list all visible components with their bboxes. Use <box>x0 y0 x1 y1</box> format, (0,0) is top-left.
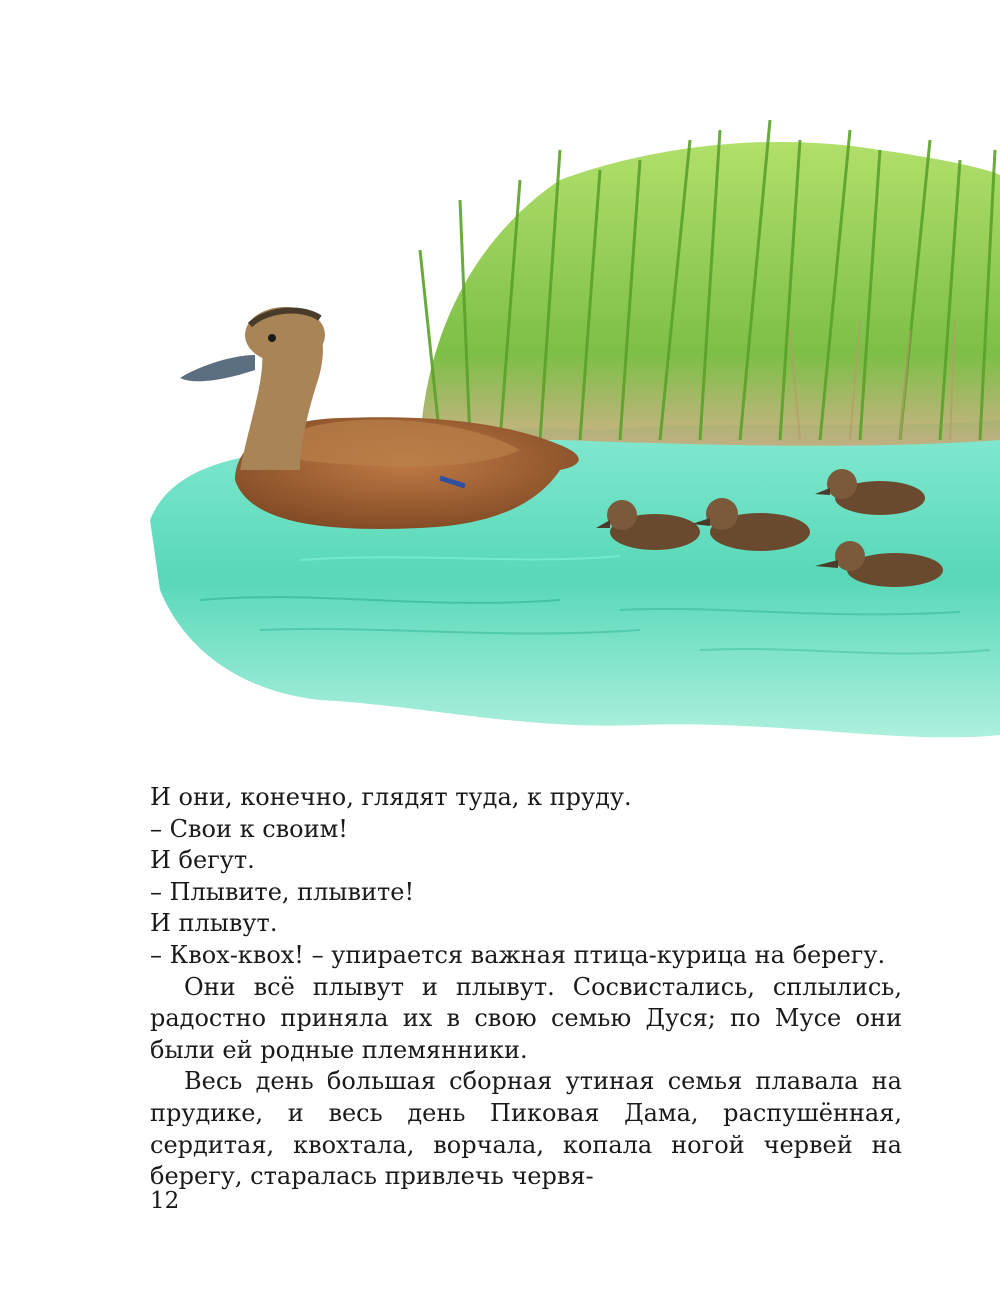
paragraph: Они всё плывут и плывут. Сосвистались, сплылись, радостно приняла их в свою семью Дуся; по Мусе они были ей родные племянники. <box>150 972 902 1064</box>
story-text <box>150 782 902 1193</box>
paragraph: Весь день большая сборная утиная семья плавала на прудике, и весь день Пиковая Дама, распушённая, сердитая, квохтала, ворчала, копала ногой червей на берегу, старалась привлечь червя- <box>150 1067 902 1191</box>
reeds <box>420 120 1000 446</box>
page-number: 12 <box>150 1188 180 1214</box>
dialogue-line: – Квох-квох! – упирается важная птица-курица на берегу. <box>150 940 886 969</box>
text-line: И бегут. <box>150 846 255 875</box>
dialogue-line: – Свои к своим! <box>150 814 348 843</box>
text-line: И плывут. <box>150 909 278 938</box>
text-line: И они, конечно, глядят туда, к пруду. <box>150 783 632 811</box>
dialogue-line: – Плывите, плывите! <box>150 877 415 906</box>
